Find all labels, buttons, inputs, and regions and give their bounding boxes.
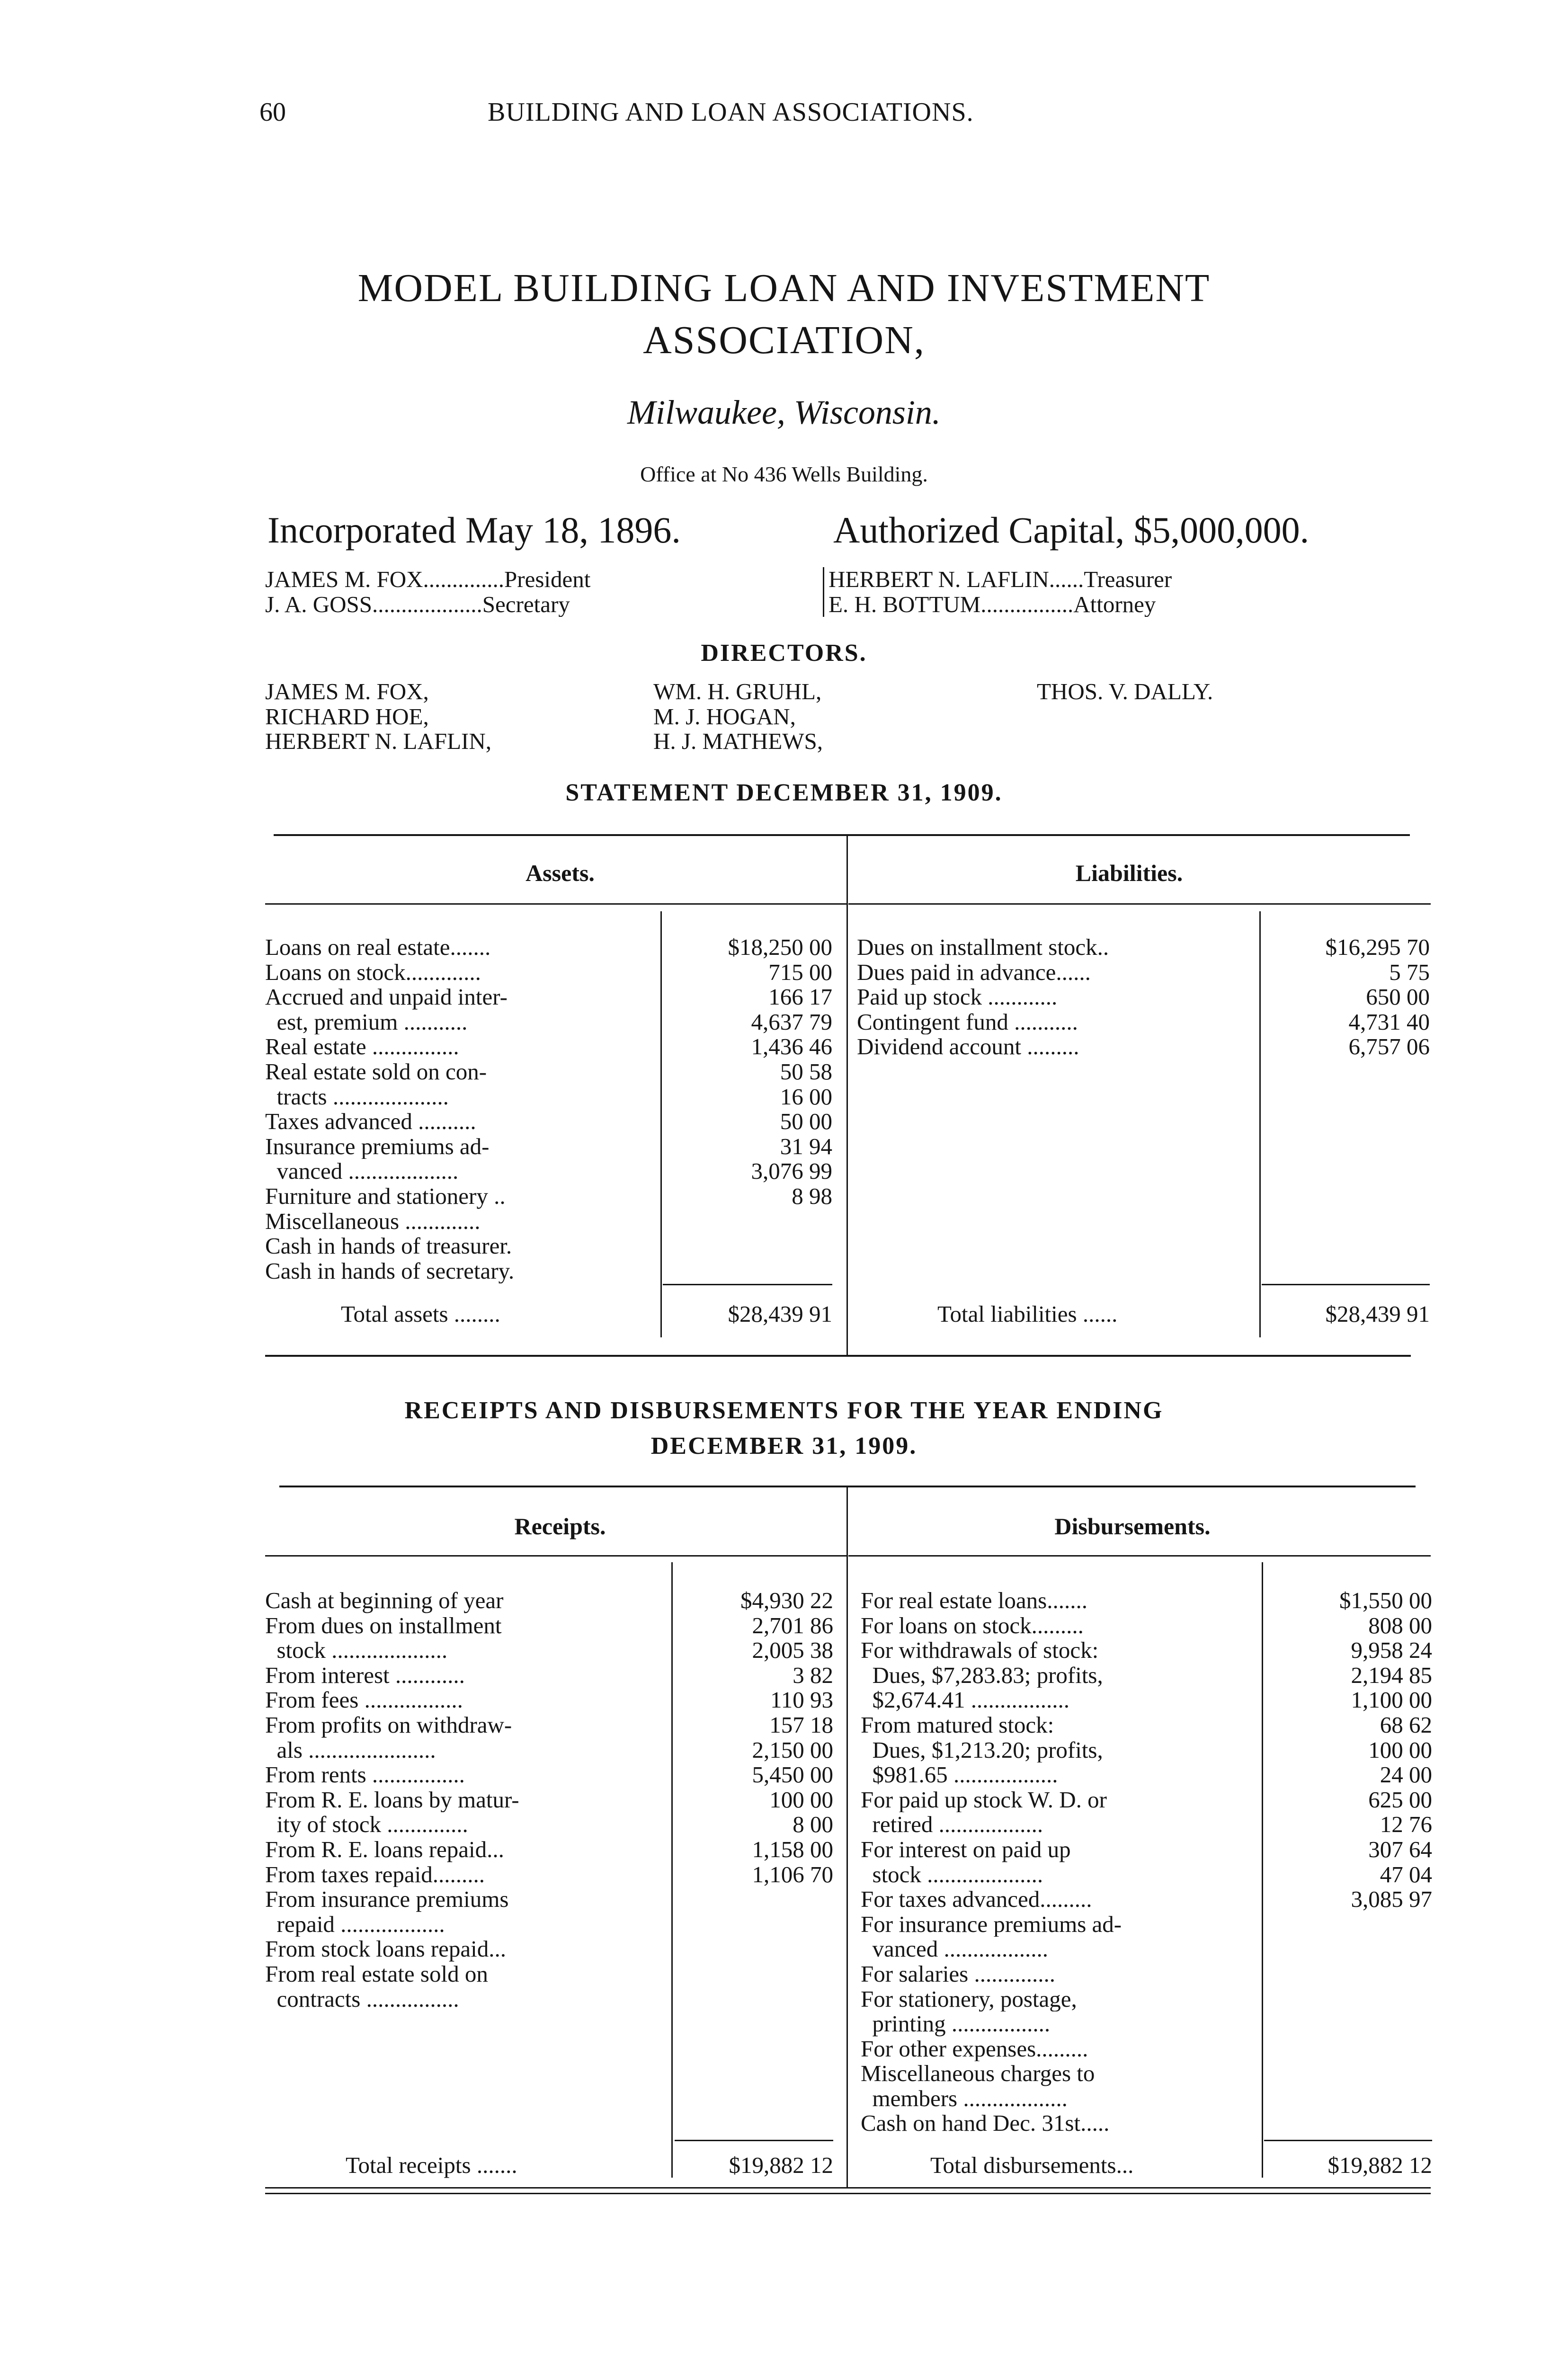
receipts-value-divider xyxy=(671,1562,673,2178)
asset-label: est, premium ........... xyxy=(265,1009,468,1035)
total-disbursements-label-text: Total disbursements... xyxy=(930,2153,1134,2178)
officers-left xyxy=(265,567,819,617)
disbursement-label: Dues, $7,283.83; profits, xyxy=(861,1663,1103,1688)
receipts-values xyxy=(675,1588,833,1887)
director: H. J. MATHEWS, xyxy=(653,729,823,754)
receipt-value: 2,701 86 xyxy=(752,1613,833,1638)
disbursements-total-rule xyxy=(1264,2140,1432,2141)
receipts-heading-line1: RECEIPTS AND DISBURSEMENTS FOR THE YEAR ENDING xyxy=(404,1397,1164,1424)
disbursement-label: For other expenses......... xyxy=(861,2036,1088,2062)
association-name-line2: ASSOCIATION, xyxy=(643,318,925,362)
statement-bottom-rule xyxy=(265,1355,1411,1357)
receipt-label: From R. E. loans by matur- xyxy=(265,1787,519,1813)
receipt-label: From interest ............ xyxy=(265,1663,465,1688)
disbursement-label: members .................. xyxy=(861,2086,1068,2111)
total-disbursements-value xyxy=(1264,2153,1432,2178)
disbursement-value: 307 64 xyxy=(1368,1837,1432,1862)
asset-value: 16 00 xyxy=(780,1084,832,1110)
liability-value: 5 75 xyxy=(1389,960,1430,985)
receipt-label: stock .................... xyxy=(265,1638,448,1663)
total-disbursements-value-text: $19,882 12 xyxy=(1327,2153,1432,2178)
assets-value-divider xyxy=(660,911,662,1337)
director: WM. H. GRUHL, xyxy=(653,679,822,704)
officers-divider xyxy=(823,567,824,617)
receipt-label: From rents ................ xyxy=(265,1762,465,1788)
receipts-header-rule xyxy=(265,1555,846,1557)
liability-label: Dues paid in advance...... xyxy=(857,960,1091,985)
asset-label: Accrued and unpaid inter- xyxy=(265,985,508,1010)
receipts-total-rule xyxy=(675,2140,833,2141)
disbursement-value: 808 00 xyxy=(1368,1613,1432,1638)
liabilities-labels xyxy=(857,935,1257,1059)
receipts-header: Receipts. xyxy=(514,1513,606,1539)
receipt-label: From insurance premiums xyxy=(265,1887,509,1912)
disbursement-value: 2,194 85 xyxy=(1351,1663,1432,1688)
assets-labels xyxy=(265,935,658,1283)
directors-col3 xyxy=(1037,679,1368,704)
disbursement-label: retired .................. xyxy=(861,1812,1043,1837)
receipt-label: From R. E. loans repaid... xyxy=(265,1837,504,1862)
asset-value: 31 94 xyxy=(780,1134,832,1159)
asset-label: Real estate ............... xyxy=(265,1034,459,1059)
officer-secretary: J. A. GOSS...................Secretary xyxy=(265,592,570,617)
disbursement-value: $1,550 00 xyxy=(1339,1588,1432,1613)
location: Milwaukee, Wisconsin. xyxy=(627,393,941,431)
total-assets-value-text: $28,439 91 xyxy=(728,1302,832,1327)
total-receipts-label-text: Total receipts ....... xyxy=(346,2153,517,2178)
receipt-value: 110 93 xyxy=(770,1688,833,1713)
director: THOS. V. DALLY. xyxy=(1037,679,1213,704)
authorized-capital: Authorized Capital, $5,000,000. xyxy=(833,509,1310,551)
liability-value: 650 00 xyxy=(1366,985,1430,1010)
receipt-value: 2,005 38 xyxy=(752,1638,833,1663)
officer-attorney: E. H. BOTTUM................Attorney xyxy=(829,592,1156,617)
disbursement-label: For real estate loans....... xyxy=(861,1588,1087,1613)
statement-top-rule xyxy=(274,834,1410,836)
director: RICHARD HOE, xyxy=(265,704,429,730)
receipt-label: From taxes repaid......... xyxy=(265,1862,485,1887)
disbursement-label: For salaries .............. xyxy=(861,1961,1055,1987)
disbursement-value: 3,085 97 xyxy=(1351,1887,1432,1912)
asset-label: Furniture and stationery .. xyxy=(265,1184,506,1209)
asset-value: 1,436 46 xyxy=(751,1034,832,1059)
receipt-value: 8 00 xyxy=(793,1812,833,1837)
disbursement-label: For taxes advanced......... xyxy=(861,1887,1092,1912)
liability-label: Dues on installment stock.. xyxy=(857,935,1109,960)
disbursement-label: For interest on paid up xyxy=(861,1837,1071,1862)
asset-label: Miscellaneous ............. xyxy=(265,1209,481,1234)
disbursements-value-divider xyxy=(1262,1562,1263,2178)
disbursements-values xyxy=(1264,1588,1432,1912)
total-liabilities-value xyxy=(1262,1302,1430,1327)
liability-label: Paid up stock ............ xyxy=(857,985,1058,1010)
officer-president: JAMES M. FOX..............President xyxy=(265,567,591,592)
receipt-label: contracts ................ xyxy=(265,1986,459,2012)
disbursement-label: For withdrawals of stock: xyxy=(861,1638,1099,1663)
receipt-label: Cash at beginning of year xyxy=(265,1588,504,1613)
receipts-labels xyxy=(265,1588,670,2011)
asset-value: 715 00 xyxy=(768,960,832,985)
receipt-value: $4,930 22 xyxy=(740,1588,833,1613)
asset-value: 50 00 xyxy=(780,1109,832,1134)
disbursements-header-rule xyxy=(848,1555,1431,1557)
total-receipts-value-text: $19,882 12 xyxy=(729,2153,833,2178)
receipt-label: ity of stock .............. xyxy=(265,1812,468,1837)
asset-label: tracts .................... xyxy=(265,1084,449,1110)
asset-label: Cash in hands of secretary. xyxy=(265,1258,515,1284)
director: JAMES M. FOX, xyxy=(265,679,429,704)
receipt-value: 3 82 xyxy=(793,1663,833,1688)
receipt-value: 5,450 00 xyxy=(752,1762,833,1788)
receipt-label: als ...................... xyxy=(265,1737,436,1763)
receipts-center-divider xyxy=(846,1487,848,2187)
disbursement-label: For stationery, postage, xyxy=(861,1986,1077,2012)
total-liabilities-label xyxy=(937,1302,1257,1327)
liability-value: 6,757 06 xyxy=(1348,1034,1430,1059)
disbursement-value: 9,958 24 xyxy=(1351,1638,1432,1663)
receipt-value: 100 00 xyxy=(769,1787,833,1813)
total-assets-label xyxy=(341,1302,658,1327)
directors-col1 xyxy=(265,679,644,754)
assets-values xyxy=(663,935,832,1209)
total-liabilities-value-text: $28,439 91 xyxy=(1325,1302,1430,1327)
liability-label: Dividend account ......... xyxy=(857,1034,1079,1059)
liabilities-header-rule xyxy=(848,903,1431,905)
disbursements-labels xyxy=(861,1588,1259,2136)
total-disbursements-label xyxy=(930,2153,1259,2178)
asset-label: Taxes advanced .......... xyxy=(265,1109,476,1134)
receipt-value: 157 18 xyxy=(769,1712,833,1738)
assets-header-rule xyxy=(265,903,846,905)
disbursement-label: stock .................... xyxy=(861,1862,1043,1887)
total-assets-value xyxy=(663,1302,832,1327)
disbursement-label: Dues, $1,213.20; profits, xyxy=(861,1737,1103,1763)
liability-value: 4,731 40 xyxy=(1348,1009,1430,1035)
asset-value: 3,076 99 xyxy=(751,1159,832,1184)
total-assets-label-text: Total assets ........ xyxy=(341,1302,500,1327)
running-title: BUILDING AND LOAN ASSOCIATIONS. xyxy=(488,98,974,127)
asset-value: 50 58 xyxy=(780,1059,832,1085)
disbursement-label: For paid up stock W. D. or xyxy=(861,1787,1107,1813)
disbursement-value: 12 76 xyxy=(1380,1812,1432,1837)
disbursement-value: 100 00 xyxy=(1368,1737,1432,1763)
asset-value: 8 98 xyxy=(792,1184,832,1209)
total-liabilities-label-text: Total liabilities ...... xyxy=(937,1302,1118,1327)
disbursement-label: Miscellaneous charges to xyxy=(861,2061,1095,2086)
total-receipts-value xyxy=(675,2153,833,2178)
disbursement-value: 47 04 xyxy=(1380,1862,1432,1887)
receipt-value: 1,106 70 xyxy=(752,1862,833,1887)
liabilities-total-rule xyxy=(1262,1284,1430,1285)
director: HERBERT N. LAFLIN, xyxy=(265,729,491,754)
disbursement-label: For loans on stock......... xyxy=(861,1613,1084,1638)
directors-heading: DIRECTORS. xyxy=(701,640,867,667)
receipts-heading-line2: DECEMBER 31, 1909. xyxy=(650,1433,918,1459)
disbursements-header: Disbursements. xyxy=(1054,1513,1211,1539)
disbursement-label: From matured stock: xyxy=(861,1712,1054,1738)
disbursement-value: 1,100 00 xyxy=(1351,1688,1432,1713)
liabilities-values xyxy=(1262,935,1430,1059)
liabilities-value-divider xyxy=(1259,911,1261,1337)
directors-col2 xyxy=(653,679,985,754)
receipt-value: 2,150 00 xyxy=(752,1737,833,1763)
receipt-label: repaid .................. xyxy=(265,1912,445,1937)
liabilities-header: Liabilities. xyxy=(1075,860,1183,886)
asset-value: $18,250 00 xyxy=(728,935,832,960)
liability-label: Contingent fund ........... xyxy=(857,1009,1078,1035)
disbursement-value: 24 00 xyxy=(1380,1762,1432,1788)
assets-total-rule xyxy=(663,1284,832,1285)
asset-label: Insurance premiums ad- xyxy=(265,1134,490,1159)
receipt-label: From dues on installment xyxy=(265,1613,502,1638)
receipts-bottom-rule-double xyxy=(265,2193,1431,2194)
page-number: 60 xyxy=(259,98,286,127)
disbursement-value: 68 62 xyxy=(1380,1712,1432,1738)
receipt-label: From fees ................. xyxy=(265,1688,463,1713)
asset-label: vanced ................... xyxy=(265,1159,459,1184)
officers-right xyxy=(829,567,1434,617)
receipts-bottom-rule xyxy=(265,2187,1431,2189)
receipt-label: From profits on withdraw- xyxy=(265,1712,512,1738)
asset-value: 166 17 xyxy=(768,985,832,1010)
receipt-label: From stock loans repaid... xyxy=(265,1937,506,1962)
asset-label: Real estate sold on con- xyxy=(265,1059,487,1085)
statement-heading: STATEMENT DECEMBER 31, 1909. xyxy=(565,779,1003,806)
asset-label: Loans on stock............. xyxy=(265,960,481,985)
receipt-value: 1,158 00 xyxy=(752,1837,833,1862)
disbursement-label: Cash on hand Dec. 31st..... xyxy=(861,2111,1110,2136)
disbursement-label: For insurance premiums ad- xyxy=(861,1912,1122,1937)
association-name-line1: MODEL BUILDING LOAN AND INVESTMENT xyxy=(357,266,1211,310)
asset-value: 4,637 79 xyxy=(751,1009,832,1035)
statement-center-divider xyxy=(846,836,848,1355)
disbursement-label: $981.65 .................. xyxy=(861,1762,1058,1788)
disbursement-label: printing ................. xyxy=(861,2011,1051,2037)
incorporated-date: Incorporated May 18, 1896. xyxy=(267,509,681,551)
asset-label: Cash in hands of treasurer. xyxy=(265,1234,512,1259)
receipt-label: From real estate sold on xyxy=(265,1961,488,1987)
officer-treasurer: HERBERT N. LAFLIN......Treasurer xyxy=(829,567,1172,592)
asset-label: Loans on real estate....... xyxy=(265,935,491,960)
office-address: Office at No 436 Wells Building. xyxy=(640,462,928,486)
assets-header: Assets. xyxy=(526,860,595,886)
disbursement-value: 625 00 xyxy=(1368,1787,1432,1813)
disbursement-label: $2,674.41 ................. xyxy=(861,1688,1069,1713)
director: M. J. HOGAN, xyxy=(653,704,796,730)
disbursement-label: vanced .................. xyxy=(861,1937,1048,1962)
total-receipts-label xyxy=(346,2153,670,2178)
liability-value: $16,295 70 xyxy=(1325,935,1430,960)
